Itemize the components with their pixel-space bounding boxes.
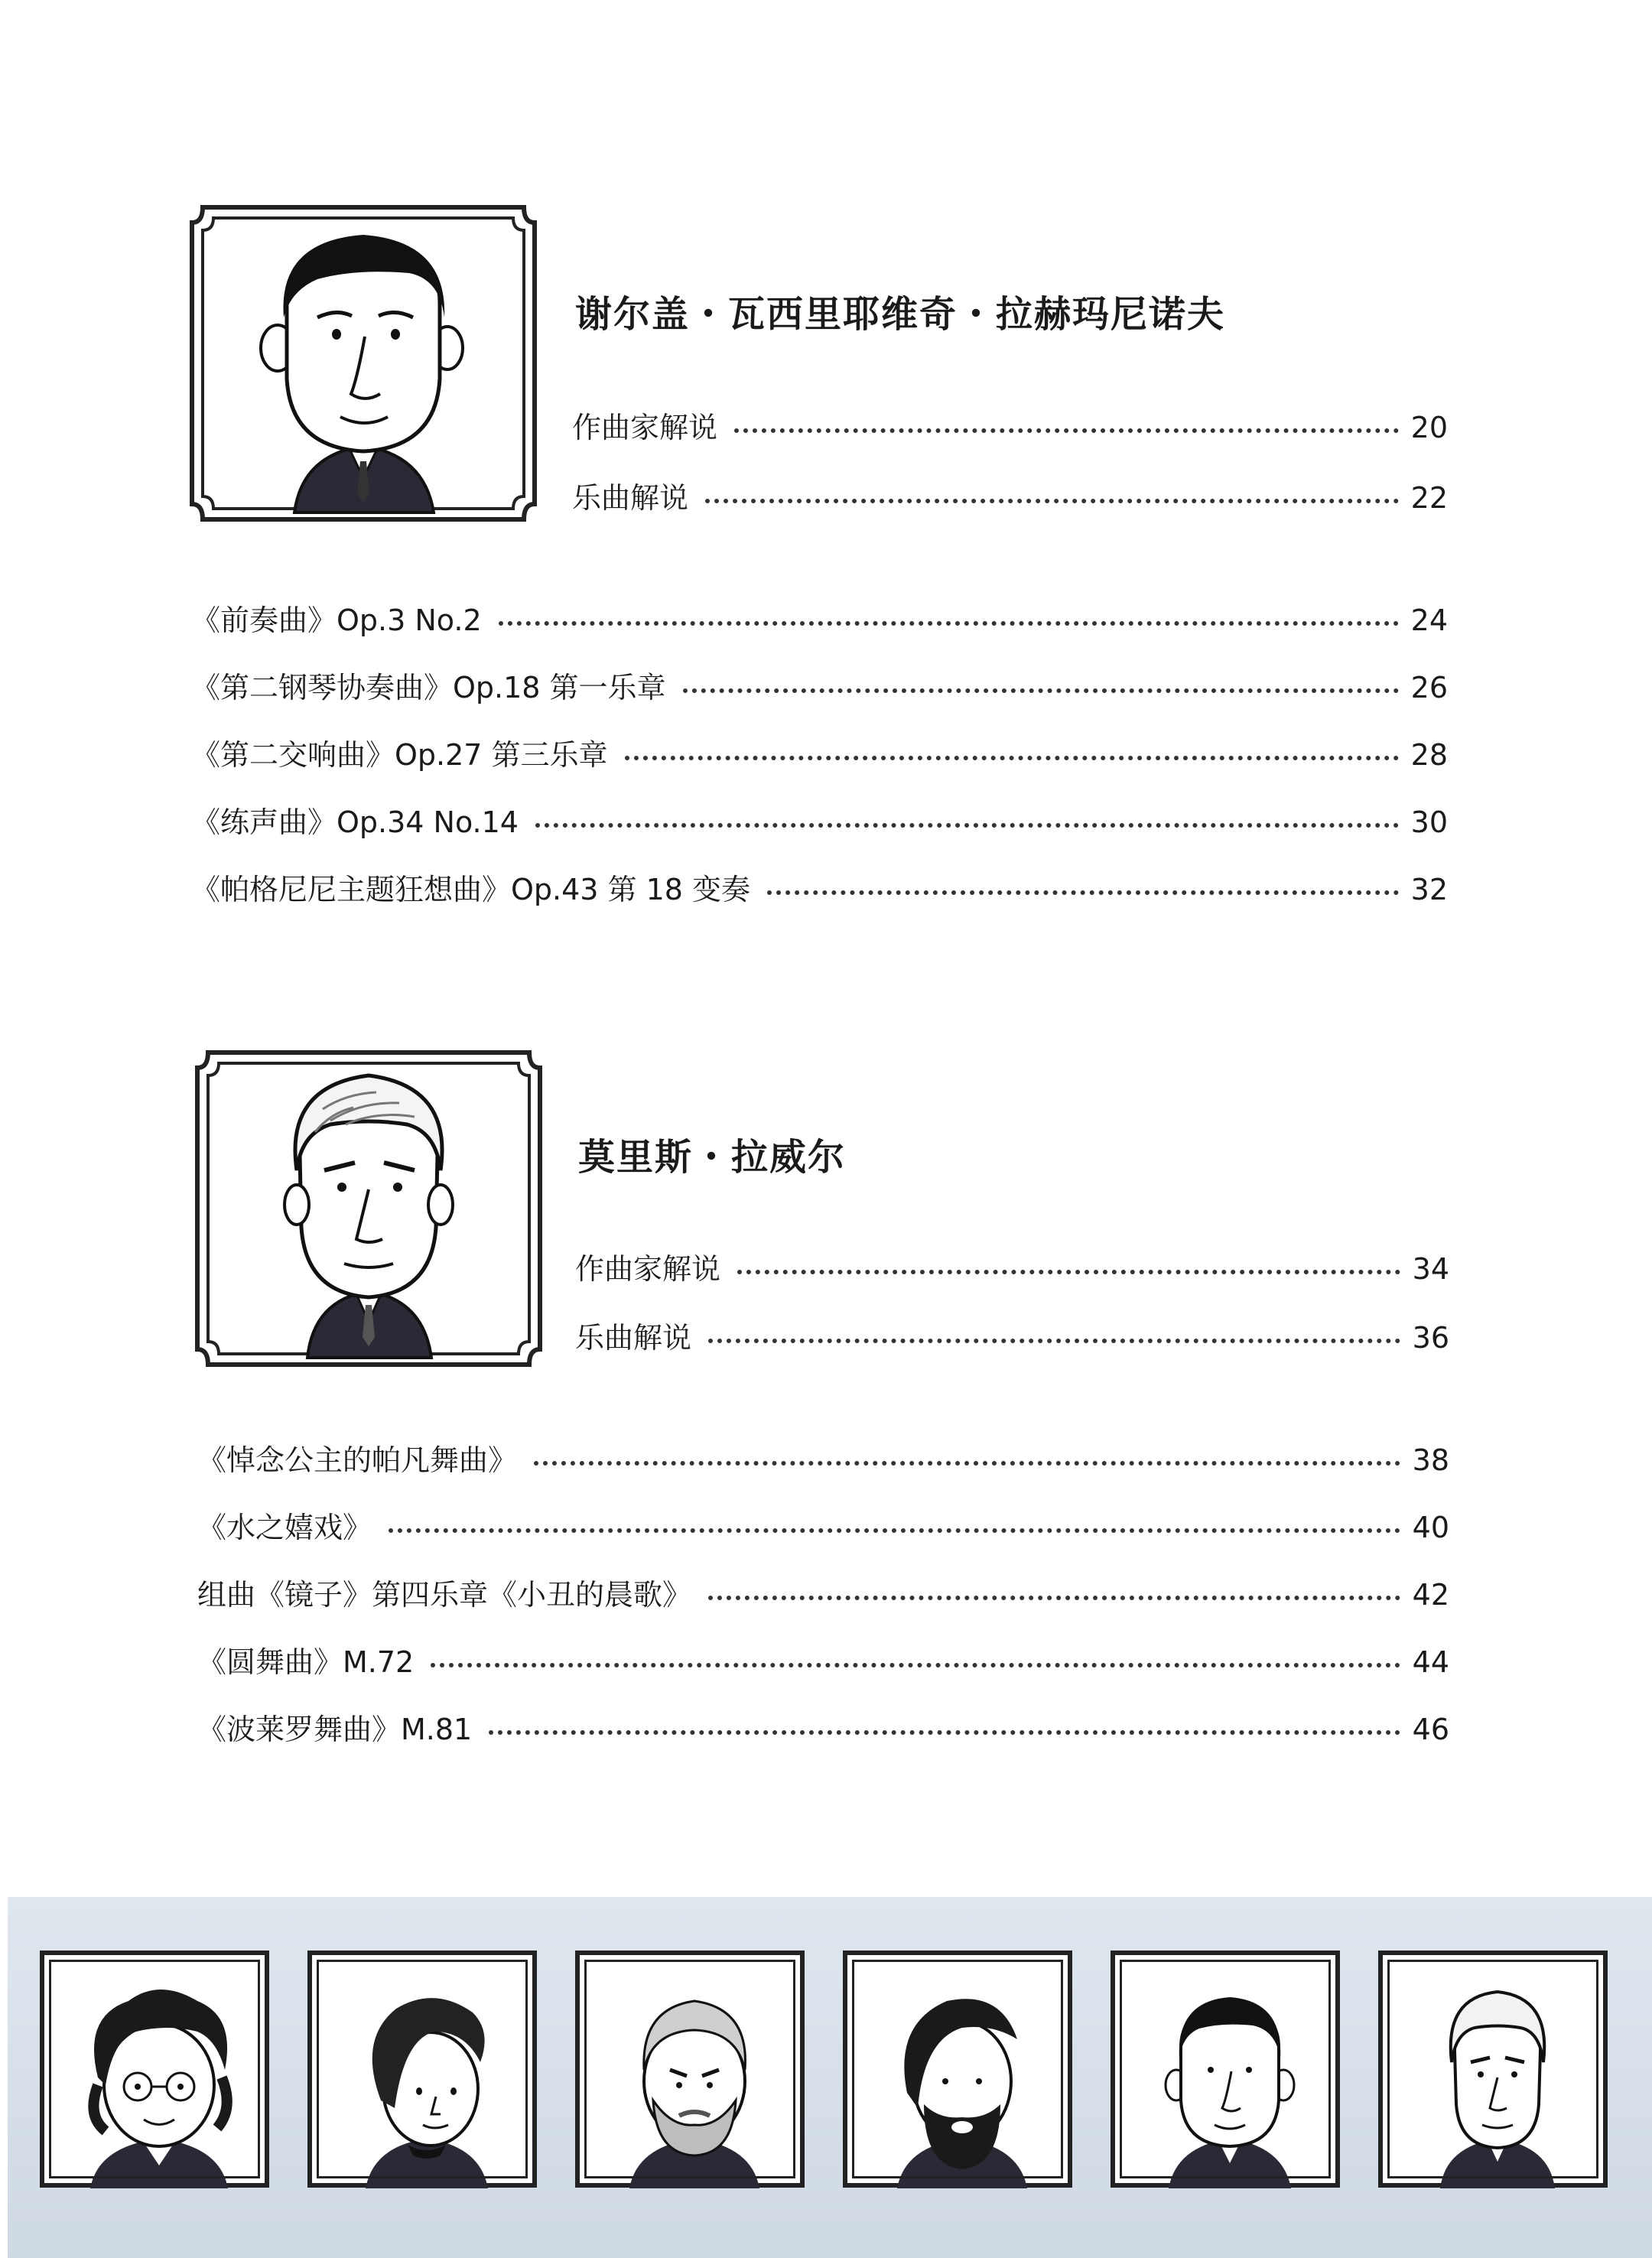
gallery-portrait-5: [1111, 1951, 1340, 2188]
curly-hair-composer-icon: [44, 1955, 274, 2192]
portrait-frame-ravel: [193, 1048, 545, 1369]
dot-leader: [705, 499, 1399, 503]
toc-title: 《水之嬉戏》: [197, 1511, 372, 1544]
dot-leader: [708, 1596, 1400, 1600]
toc-page-number: 38: [1412, 1443, 1449, 1477]
toc-title: 《帕格尼尼主题狂想曲》Op.43 第 18 变奏: [191, 873, 751, 906]
composer-gallery: [8, 1897, 1652, 2258]
gallery-portrait-1: [40, 1951, 269, 2188]
toc-row-composer-intro[interactable]: [572, 413, 1448, 442]
toc-row-work[interactable]: [191, 673, 1448, 702]
toc-row-work[interactable]: [197, 1715, 1449, 1744]
toc-row-music-intro[interactable]: [575, 1321, 1449, 1355]
dot-leader: [431, 1663, 1400, 1667]
toc-row-work[interactable]: [197, 1443, 1449, 1477]
wavy-hair-composer-icon: [312, 1955, 541, 2192]
composer-name: 莫里斯・拉威尔: [578, 1136, 847, 1179]
toc-title: 《练声曲》Op.34 No.14: [191, 805, 519, 839]
toc-page-number: 34: [1412, 1252, 1449, 1286]
toc-title: 乐曲解说: [575, 1321, 692, 1355]
toc-page-number: 46: [1412, 1713, 1449, 1746]
toc-row-work[interactable]: [197, 1513, 1449, 1542]
dot-leader: [489, 1730, 1400, 1735]
toc-page-number: 30: [1410, 805, 1448, 839]
gallery-portrait-3: [575, 1951, 805, 2188]
toc-title: 组曲《镜子》第四乐章《小丑的晨歌》: [197, 1578, 692, 1612]
toc-page-number: 22: [1410, 481, 1448, 515]
toc-page-number: 42: [1412, 1578, 1449, 1612]
toc-page-number: 20: [1410, 411, 1448, 444]
toc-page-number: 28: [1410, 738, 1448, 772]
toc-title: 《第二钢琴协奏曲》Op.18 第一乐章: [191, 671, 666, 704]
toc-page-number: 40: [1412, 1511, 1449, 1544]
toc-title: 《前奏曲》Op.3 No.2: [191, 604, 482, 637]
toc-page-number: 32: [1410, 873, 1448, 906]
rachmaninoff-small-icon: [1115, 1955, 1345, 2192]
toc-title: 作曲家解说: [572, 411, 718, 444]
toc-title: 《圆舞曲》M.72: [197, 1645, 415, 1679]
toc-page-number: 36: [1412, 1321, 1449, 1355]
toc-title: 《波莱罗舞曲》M.81: [197, 1713, 473, 1746]
dot-leader: [389, 1528, 1400, 1533]
dot-leader: [534, 1461, 1400, 1466]
gallery-portrait-6: [1378, 1951, 1608, 2188]
dot-leader: [535, 823, 1399, 828]
black-beard-composer-icon: [847, 1955, 1077, 2192]
dot-leader: [734, 428, 1399, 433]
dot-leader: [683, 688, 1399, 693]
dot-leader: [737, 1270, 1400, 1274]
toc-row-work[interactable]: [191, 805, 1448, 839]
bearded-grey-composer-icon: [580, 1955, 809, 2192]
toc-title: 《第二交响曲》Op.27 第三乐章: [191, 738, 608, 772]
toc-row-work[interactable]: [191, 875, 1448, 904]
ravel-portrait-icon: [193, 1048, 545, 1369]
toc-page-number: 26: [1410, 671, 1448, 704]
dot-leader: [708, 1339, 1400, 1343]
toc-title: 乐曲解说: [572, 481, 689, 515]
toc-row-work[interactable]: [197, 1645, 1449, 1679]
gallery-portrait-4: [843, 1951, 1072, 2188]
toc-row-work[interactable]: [191, 606, 1448, 635]
toc-row-music-intro[interactable]: [572, 481, 1448, 515]
dot-leader: [499, 621, 1399, 626]
toc-title: 《悼念公主的帕凡舞曲》: [197, 1443, 518, 1477]
toc-page-number: 44: [1412, 1645, 1449, 1679]
toc-page-number: 24: [1410, 604, 1448, 637]
ravel-small-icon: [1383, 1955, 1612, 2192]
toc-row-work[interactable]: [191, 738, 1448, 772]
toc-title: 作曲家解说: [575, 1252, 721, 1286]
toc-row-work[interactable]: [197, 1578, 1449, 1612]
portrait-frame-rachmaninoff: [187, 203, 539, 524]
toc-row-composer-intro[interactable]: [575, 1254, 1449, 1284]
composer-name: 谢尔盖・瓦西里耶维奇・拉赫玛尼诺夫: [575, 293, 1226, 336]
gallery-portrait-2: [307, 1951, 537, 2188]
rachmaninoff-portrait-icon: [187, 203, 539, 524]
dot-leader: [625, 756, 1399, 760]
dot-leader: [767, 890, 1399, 895]
